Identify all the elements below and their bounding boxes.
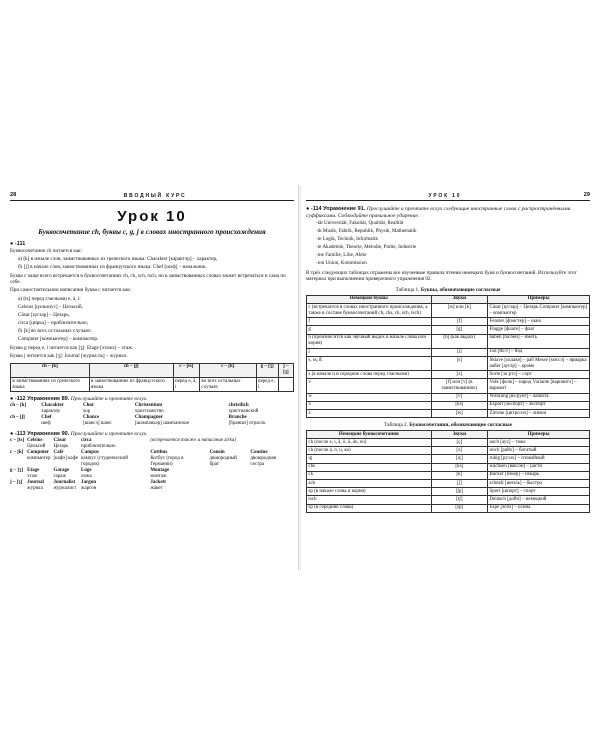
- sound-cell: [j]: [431, 348, 488, 356]
- word: Montage: [150, 468, 170, 474]
- example-cell: wachsen [ваксэн] – расти: [488, 463, 590, 471]
- example-cell: Cäsar [цэ:зар] – Цезарь Computer [компьютер] – компьютер: [488, 304, 590, 318]
- translation: кампус (студенческий городок): [81, 456, 128, 468]
- sound-cell: [ʃ]: [431, 480, 488, 488]
- table-row: [307, 357, 590, 371]
- translation: монтаж: [150, 474, 167, 480]
- letter-cell: w: [307, 393, 432, 401]
- table-cell: во всех остальных случаях: [200, 378, 257, 392]
- letter-cell: z: [307, 409, 432, 417]
- word: Journal: [27, 480, 44, 486]
- sound-cell: [f] или [v] (в заимствованиях): [431, 379, 488, 393]
- spelling-note: (встречается также и написание zirka): [150, 438, 237, 444]
- ch-intro: Буквосочетание ch читается как:: [10, 247, 83, 254]
- translation: шеф: [41, 421, 51, 427]
- exercise-90[interactable]: ● -113 Упражнение 90. Прослушайте и прочтите вслух.: [10, 431, 148, 438]
- word: circa: [81, 438, 92, 444]
- table-row: [307, 401, 590, 409]
- consonant-combinations-table: [306, 430, 590, 513]
- table-row: [307, 480, 590, 488]
- suffix-line: -ine Familie, Lilie, Aktie: [316, 252, 367, 259]
- table2-caption: [306, 422, 590, 429]
- combination-cell: ch (после e, i, ä, ö, ü, äu, eu): [307, 439, 432, 447]
- c-intro: При самостоятельном написании буква с читается как:: [10, 287, 132, 294]
- translation: христианство: [134, 409, 164, 415]
- combination-cell: tsch: [307, 496, 432, 504]
- table-header: j – [ʒ]: [278, 363, 293, 377]
- sound-label: c – [ts]: [10, 438, 25, 444]
- suffix-line: -ie Logik, Technik, Informatik: [316, 236, 378, 243]
- sound-cell: [iç]: [431, 455, 488, 463]
- word: Chef: [41, 415, 52, 421]
- table-row: [307, 393, 590, 401]
- table-header: Немецкие буквосочетания: [307, 430, 432, 438]
- example-cell: Währung [вэ:рунг] – валюта: [488, 393, 590, 401]
- table-row: [307, 455, 590, 463]
- c-rule-line: Computer [компьютер] – компьютер.: [18, 336, 99, 343]
- table-row: [307, 371, 590, 379]
- sound-label: j – [ʒ]: [10, 480, 23, 486]
- example-cell: Sklave [склавэ] – раб Messe [мэссэ] – ярмарка außer [аусэр] – кроме: [488, 357, 590, 371]
- table-row: [307, 334, 590, 348]
- combination-cell: chs: [307, 463, 432, 471]
- sound-cell: [ts] или [k]: [431, 304, 488, 318]
- example-cell: Deutsch [дойч] – немецкий: [488, 496, 590, 504]
- letter-cell: s (в начале и в середине слова перед гласными): [307, 371, 432, 379]
- consonant-letters-table: [306, 295, 590, 418]
- letter-cell: c (встречается в словах иностранного происхождения, а также в составе буквосочетаний ch, chs, ck, sch, tsch): [307, 304, 432, 318]
- translation: характер: [41, 409, 60, 415]
- right-page-number: 29: [583, 192, 590, 198]
- word: Journalist: [53, 480, 76, 486]
- letter-cell: x: [307, 401, 432, 409]
- j-rule: Буква j читается как [ʒ]: Journal [журна:ль] – журнал.: [10, 353, 128, 360]
- table-header: ch – [ʃ]: [89, 363, 173, 377]
- g-rule: Буква g перед е, i читается как [ʒ]: Etage [этажэ] – этаж.: [10, 345, 134, 352]
- c-letter-note: Буква с чаще всего встречается в буквосочетаниях ch, ck, sch, tsch, но в заимствованных словах может встречаться и сама по себе.: [10, 272, 286, 286]
- right-running-head: УРОК 10: [428, 192, 462, 199]
- c-rule-line: circa [цирка] – приблизительно;: [18, 320, 89, 327]
- translation: жаргон: [81, 486, 97, 492]
- table2-caption-title: Буквосочетания, обозначающие согласные: [409, 422, 512, 429]
- letter-cell: s, ss, ß: [307, 357, 432, 371]
- exercise-91[interactable]: ● -114 Упражнение 91. Прослушайте и прочтите вслух следующие иностранные слова с распространёнными суффиксами. Соблюдайте правильное ударение.: [306, 206, 571, 220]
- word: Cousine: [250, 450, 268, 456]
- translation: ложа: [81, 474, 92, 480]
- translation: Цельсий: [27, 444, 46, 450]
- page-gutter-shadow: [300, 185, 301, 570]
- exercise-91-instruction: Прослушайте и прочтите вслух следующие иностранные слова с распространёнными суффиксами. Соблюдайте правильное ударение.: [306, 206, 571, 220]
- exercise-89[interactable]: ● -112 Упражнение 89. Прослушайте и прочтите вслух.: [10, 396, 148, 403]
- table-row: [307, 348, 590, 356]
- word: Chance: [83, 415, 100, 421]
- left-page-number: 28: [10, 192, 17, 198]
- combination-cell: sp (в середине слова): [307, 504, 432, 512]
- word: Café: [53, 450, 64, 456]
- word: Christentum: [134, 403, 163, 409]
- c-rule-line: б) [k] во всех остальных случаях:: [18, 328, 92, 335]
- table-cell: в заимствованиях из французского языка: [89, 378, 173, 392]
- sound-cell: [z]: [431, 371, 488, 379]
- translation: компьютер: [27, 456, 51, 462]
- word: Cäsar: [53, 438, 67, 444]
- example-cell: haben [ha:бен] – иметь: [488, 334, 590, 348]
- table-header: ch – [k]: [11, 363, 90, 377]
- example-cell: schnell [шнэль] – быстро: [488, 480, 590, 488]
- c-rule-line: Cäsar [цэ:зар] – Цезарь,: [18, 311, 70, 318]
- exercise-90-label: -113 Упражнение 90.: [14, 431, 70, 438]
- table-header: c – [ts]: [173, 363, 199, 377]
- table-row: [307, 409, 590, 417]
- audio-track-111[interactable]: ● -111: [10, 240, 26, 247]
- table-header: g – [ʒ]: [256, 363, 278, 377]
- word: Loge: [81, 468, 92, 474]
- suffix-line: -tät Universität, Fakultät, Qualität, Realität: [316, 220, 404, 227]
- sound-cell: [ʃp]: [431, 488, 488, 496]
- translation: [браншэ] отрасль: [228, 421, 266, 427]
- word: Etage: [27, 468, 40, 474]
- table-header: Звуки: [431, 295, 488, 303]
- translation: [шансэ] шанс: [83, 421, 112, 427]
- translation: жакет: [150, 486, 163, 492]
- sound-cell: [s]: [431, 357, 488, 371]
- table-cell: перед e, ä, i: [173, 378, 199, 392]
- table-row: [307, 463, 590, 471]
- combination-cell: ck: [307, 471, 432, 479]
- translation: двоюродный брат: [209, 456, 237, 468]
- word: Branche: [228, 415, 247, 421]
- table1-caption: [306, 287, 590, 294]
- table-row: [307, 304, 590, 318]
- translation: хор: [83, 409, 91, 415]
- table2-caption-prefix: Таблица 2.: [383, 422, 408, 429]
- example-cell: auch [аух] – тоже: [488, 439, 590, 447]
- word: Computer: [27, 450, 50, 456]
- left-running-head: ВВОДНЫЙ КУРС: [123, 192, 187, 199]
- sound-cell: [sp]: [431, 504, 488, 512]
- exercise-89-instruction: Прослушайте и прочтите вслух.: [70, 396, 148, 403]
- sound-cell: [f]: [431, 318, 488, 326]
- ch-rule-a: а) [k] в начале слов, заимствованных из греческого языка: Charakter [карактэр] – характер,: [18, 255, 218, 262]
- example-cell: Export [экспорт] – экспорт: [488, 401, 590, 409]
- translation: христианский: [228, 409, 259, 415]
- sound-cell: [ç]: [431, 439, 488, 447]
- translation: двоюродная сестра: [250, 456, 277, 468]
- example-cell: Espe [эспэ] – осина: [488, 504, 590, 512]
- sound-cell: [x]: [431, 447, 488, 455]
- sound-label: g – [ʒ]: [10, 468, 24, 474]
- table-cell: [278, 378, 293, 392]
- word: Champagner: [134, 415, 163, 421]
- table-header: Примеры: [488, 295, 590, 303]
- word: Chor: [83, 403, 95, 409]
- table-row: [307, 318, 590, 326]
- word: Cottbus: [150, 450, 168, 456]
- table-header: Примеры: [488, 430, 590, 438]
- table1-caption-title: Буквы, обозначающие согласные: [420, 287, 501, 294]
- table-row: [307, 379, 590, 393]
- word: Charakter: [41, 403, 64, 409]
- example-cell: Zitrone [цитро:нэ] – лимон: [488, 409, 590, 417]
- sound-cell: [g]: [431, 326, 488, 334]
- sound-label: ch – [ʃ]: [10, 415, 25, 421]
- table-cell: в заимствованиях из греческого языка: [11, 378, 90, 392]
- translation: [кафэ] кафе: [53, 456, 79, 462]
- suffix-line: -ik Musik, Fabrik, Republik, Physik, Mathematik: [316, 228, 417, 235]
- sound-cell: [v]: [431, 393, 488, 401]
- combination-cell: ch (после a, o, u, au): [307, 447, 432, 455]
- translation: этаж: [27, 474, 38, 480]
- letter-cell: h (произносится как звучный выдох в начале слова или корня): [307, 334, 432, 348]
- example-cell: Sorte [зо:ртэ] – сорт: [488, 371, 590, 379]
- word: Garage: [53, 468, 70, 474]
- left-running-header: [10, 192, 294, 201]
- combination-cell: sch: [307, 480, 432, 488]
- sound-cell: [k]: [431, 471, 488, 479]
- example-cell: Bäcker [бэкер] – пекарь: [488, 471, 590, 479]
- table-row: [307, 447, 590, 455]
- example-cell: Volk [фолк] – народ Variante [вариантэ] – вариант: [488, 379, 590, 393]
- table-row: [307, 439, 590, 447]
- table-header: Звуки: [431, 430, 488, 438]
- example-cell: Jod [йо:т] – йод: [488, 348, 590, 356]
- left-page: [10, 192, 294, 562]
- exercise-91-label: -114 Упражнение 91.: [310, 206, 366, 213]
- tables-intro: В трёх следующих таблицах отражены все изученные правила чтения немецких букв и буквосочетаний. Используйте этот материал при выполнении проверочного упражнения 92.: [306, 269, 577, 283]
- example-cell: Sport [шпорт] – спорт: [488, 488, 590, 496]
- translation: гараж: [53, 474, 66, 480]
- table-row: [307, 471, 590, 479]
- sound-cell: [tʃ]: [431, 496, 488, 504]
- letter-cell: j: [307, 348, 432, 356]
- sound-label: ch – [k]: [10, 403, 27, 409]
- letter-cell: v: [307, 379, 432, 393]
- translation: Цезарь: [53, 444, 69, 450]
- ch-rule-b: б) [ʃ] в начале слов, заимствованных из французского языка: Chef [шэф] – начальник.: [18, 263, 207, 270]
- combination-cell: sp (в начале слова и корня): [307, 488, 432, 496]
- table-row: [307, 496, 590, 504]
- right-running-header: [306, 192, 590, 201]
- translation: журналист: [53, 486, 77, 492]
- exercise-89-words: [10, 403, 294, 427]
- lesson-title: Урок 10: [117, 208, 187, 226]
- sound-cell: [h] (как выдох): [431, 334, 488, 348]
- table-header: c – [k]: [200, 363, 257, 377]
- translation: Котбус (город в Германии): [150, 456, 184, 468]
- suffix-word-list: [306, 220, 590, 267]
- sound-cell: [ks]: [431, 401, 488, 409]
- example-cell: reich [райх] – богатый: [488, 447, 590, 455]
- example-cell: ruhig [ру:их] – спокойный: [488, 455, 590, 463]
- sound-cell: [ks]: [431, 463, 488, 471]
- word: Campus: [81, 450, 99, 456]
- exercise-90-instruction: Прослушайте и прочтите вслух.: [70, 431, 148, 438]
- table-row: [307, 326, 590, 334]
- lesson-subtitle: Буквосочетание ch, буквы c, g, j в словах иностранного происхождения: [38, 228, 266, 237]
- table1-caption-prefix: Таблица 1.: [395, 287, 420, 294]
- table-header: Немецкие буквы: [307, 295, 432, 303]
- c-rule-line: Celsius [цэльзиус] – Цельсий,: [18, 303, 83, 310]
- suffix-line: -ie Akademie, Theorie, Melodie, Partie, Industrie: [316, 244, 417, 251]
- word: Jargon: [81, 480, 97, 486]
- audio-label: -111: [14, 240, 26, 247]
- table-row: [307, 488, 590, 496]
- word: Celsius: [27, 438, 43, 444]
- page-gutter: [298, 185, 299, 570]
- right-page: [306, 192, 590, 562]
- suffix-line: -ion Union, Kommission: [316, 260, 367, 267]
- sound-label: c – [k]: [10, 450, 24, 456]
- rules-summary-table: [10, 363, 294, 392]
- example-cell: Fenster [фэнстер] – окно: [488, 318, 590, 326]
- word: Jackett: [150, 480, 166, 486]
- translation: приблизительно: [81, 444, 116, 450]
- letter-cell: g: [307, 326, 432, 334]
- table-row: [307, 504, 590, 512]
- word: christlich: [228, 403, 249, 409]
- translation: [шампаньэр] шампанское: [134, 421, 190, 427]
- sound-cell: [ts]: [431, 409, 488, 417]
- translation: журнал: [27, 486, 44, 492]
- c-rule-line: а) [ts] перед гласными е, ä, i:: [18, 295, 81, 302]
- combination-cell: ig: [307, 455, 432, 463]
- exercise-90-words: [10, 438, 294, 492]
- example-cell: Flagge [флаге] – флаг: [488, 326, 590, 334]
- letter-cell: f: [307, 318, 432, 326]
- word: Cousin: [209, 450, 225, 456]
- table-cell: перед e, i: [256, 378, 278, 392]
- exercise-89-label: -112 Упражнение 89.: [14, 396, 70, 403]
